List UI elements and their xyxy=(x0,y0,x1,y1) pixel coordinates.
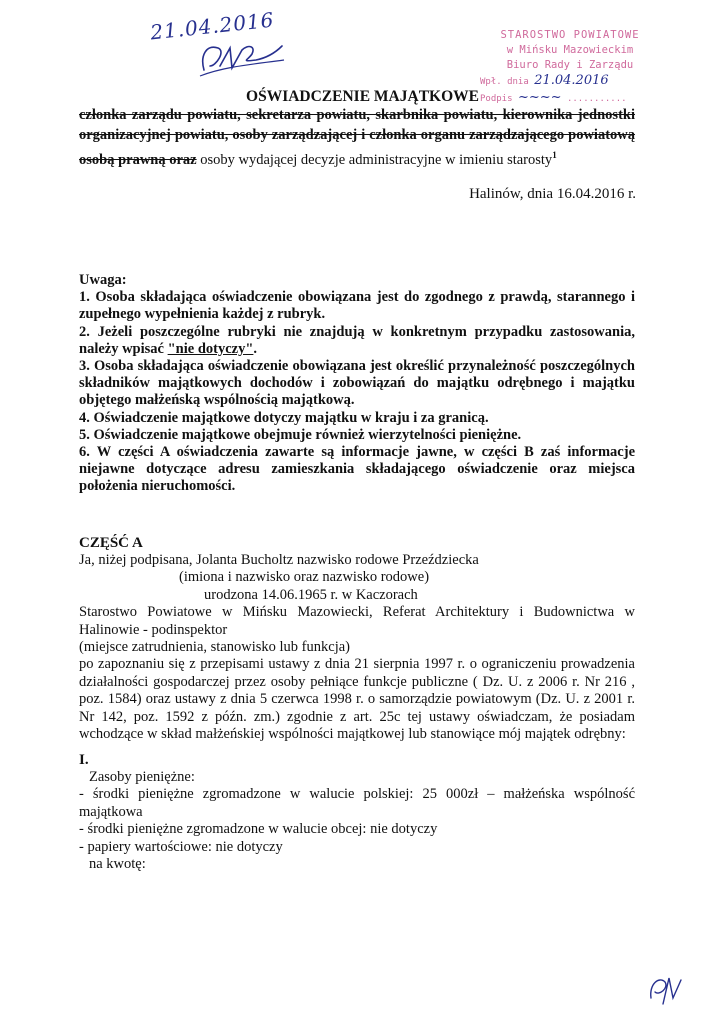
cash-item-pln: - środki pieniężne zgromadzone w walucie polskiej: 25 000zł – małżeńska wspólność majątkowa xyxy=(79,786,635,820)
section-i-numeral: I. xyxy=(79,752,89,768)
document-title: OŚWIADCZENIE MAJĄTKOWE xyxy=(246,88,479,105)
declarant-line: Ja, niżej podpisana, Jolanta Bucholtz nazwisko rodowe Przeździecka xyxy=(79,552,479,568)
document-subtitle xyxy=(79,105,635,170)
stamp-received-label: Wpł. dnia xyxy=(480,77,529,87)
cash-item-foreign: - środki pieniężne zgromadzone w walucie obcej: nie dotyczy xyxy=(79,821,438,838)
section-i-body xyxy=(79,769,635,873)
handwritten-signature xyxy=(196,36,286,78)
cash-heading: Zasoby pieniężne: xyxy=(89,769,195,785)
birth-line: urodzona 14.06.1965 r. w Kaczorach xyxy=(204,586,418,603)
note-item-1: 1. Osoba składająca oświadczenie obowiązana jest do zgodnego z prawdą, starannego i zupełnego wypełnienia każdej z rubryk. xyxy=(79,289,635,323)
footnote-marker: 1 xyxy=(552,150,557,160)
note-item-5: 5. Oświadczenie majątkowe obejmuje również wierzytelności pieniężne. xyxy=(79,426,522,443)
employer-hint: (miejsce zatrudnienia, stanowisko lub funkcja) xyxy=(79,639,350,656)
note-item-3: 3. Osoba składająca oświadczenie obowiązana jest określić przynależność poszczególnych składników majątkowych dochodów i zobowiązań do majątku odrębnego i majątku objętego małżeńską wspólnością majątkową. xyxy=(79,358,635,409)
place-and-date: Halinów, dnia 16.04.2016 r. xyxy=(469,186,636,202)
part-a-body xyxy=(79,552,635,743)
note-item-2-text: 2. Jeżeli poszczególne rubryki nie znajdują w konkretnym przypadku zastosowania, należy wpisać xyxy=(79,323,635,357)
note-item-2-end: . xyxy=(253,340,258,357)
note-item-6: 6. W części A oświadczenia zawarte są informacje jawne, w części B zaś informacje niejawne dotyczące adresu zamieszkania składającego oświadczenie oraz miejsca położenia nieruchomości. xyxy=(79,444,635,495)
notes-section xyxy=(79,272,635,496)
stamp-line-3: Biuro Rady i Zarządu xyxy=(506,59,634,71)
note-item-2 xyxy=(79,324,635,358)
securities-item: - papiery wartościowe: nie dotyczy xyxy=(79,838,283,855)
names-hint: (imiona i nazwisko oraz nazwisko rodowe) xyxy=(179,569,430,586)
employer-line: Starostwo Powiatowe w Mińsku Mazowiecki, Referat Architektury i Budownictwa w Halinowie - podinspektor xyxy=(79,604,635,638)
initials-mark xyxy=(645,968,685,1008)
handwritten-date: 21.04.2016 xyxy=(149,7,276,45)
stamp-received-date: 21.04.2016 xyxy=(534,73,609,88)
legal-basis-paragraph: po zapoznaniu się z przepisami ustawy z dnia 21 sierpnia 1997 r. o ograniczeniu prowadzenia działalności gospodarczej przez osoby pełniące funkcje publiczne ( Dz. U. z 2006 r. Nr 216 , poz. 1584) oraz ustawy z dnia 5 czerwca 1998 r. o samorządzie powiatowym (Dz. U. z 2001 r. Nr 142, poz. 1592 z późn. zm.) zgodnie z art. 25c tej ustawy oświadczam, że posiadam wchodzące w skład małżeńskiej wspólności majątkowej lub stanowiące mój majątek odrębny: xyxy=(79,656,635,743)
subtitle-struck-text: członka zarządu powiatu, sekretarza powiatu, skarbnika powiatu, kierownika jednostki organizacyjnej powiatu, osoby zarządzającej i członka organu zarządzającego powiatową osobą prawną oraz xyxy=(79,107,635,168)
note-item-2-quote: "nie dotyczy" xyxy=(167,340,254,357)
stamp-signature-dots: ........... xyxy=(566,94,627,104)
stamp-line-1: STAROSTWO POWIATOWE xyxy=(500,29,640,41)
note-item-4: 4. Oświadczenie majątkowe dotyczy majątku w kraju i za granicą. xyxy=(79,409,489,426)
part-a-title: CZĘŚĆ A xyxy=(79,535,143,551)
amount-label: na kwotę: xyxy=(89,856,146,873)
subtitle-text: osoby wydającej decyzje administracyjne w imieniu starosty xyxy=(196,151,553,168)
stamp-signature-label: Podpis xyxy=(480,94,513,104)
notes-label: Uwaga: xyxy=(79,272,127,288)
stamp-signature-scribble: ~~~~ xyxy=(517,90,562,105)
stamp-line-2: w Mińsku Mazowieckim xyxy=(506,44,634,56)
